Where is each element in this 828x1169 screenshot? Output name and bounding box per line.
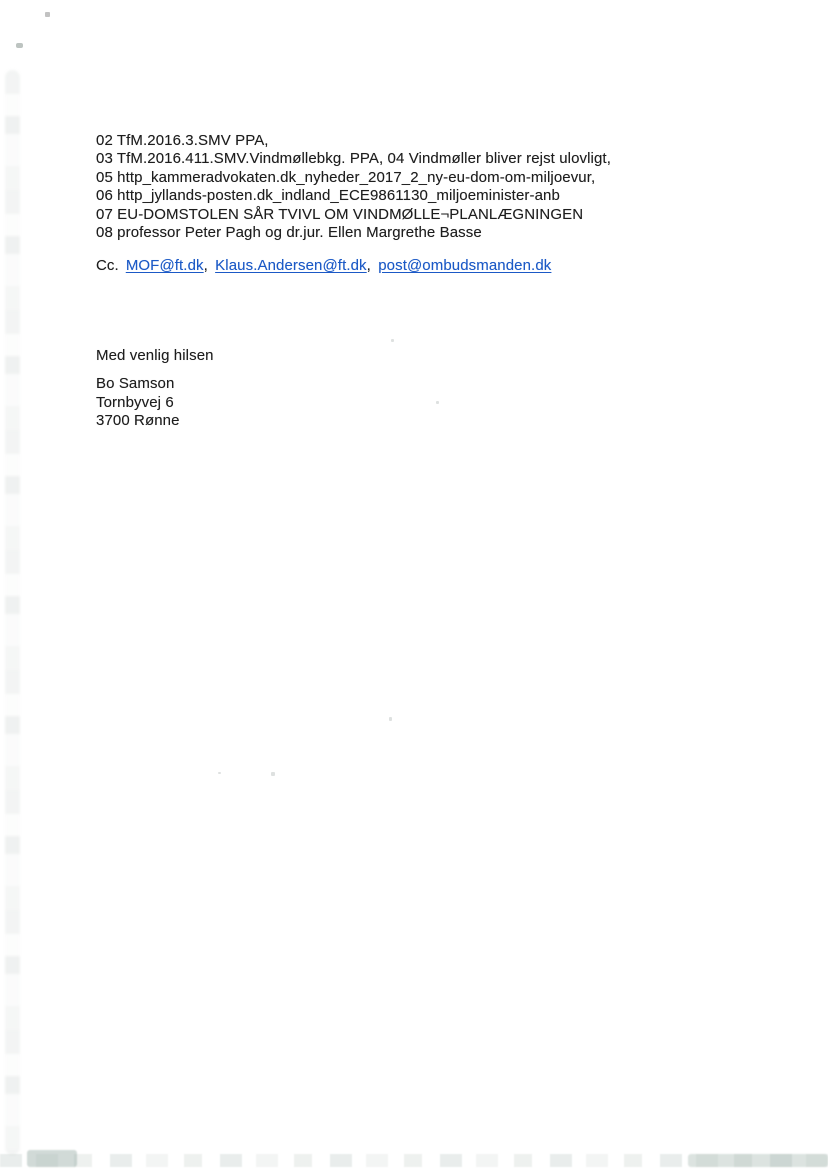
scan-speck: [16, 43, 23, 48]
scan-artifact-bottom-right-blob: [688, 1154, 828, 1167]
scan-speck: [218, 772, 221, 774]
attachment-line: 03 TfM.2016.411.SMV.Vindmøllebkg. PPA, 04 Vindmøller bliver rejst ulovligt,: [96, 150, 611, 168]
cc-line: [96, 256, 551, 275]
cc-link-klaus-andersen[interactable]: Klaus.Andersen@ft.dk: [215, 257, 367, 274]
sender-street: Tornbyvej 6: [96, 393, 174, 411]
attachment-line: 07 EU-DOMSTOLEN SÅR TVIVL OM VINDMØLLE¬PLANLÆGNINGEN: [96, 205, 584, 223]
scan-artifact-left-edge: [5, 70, 20, 1155]
scan-artifact-bottom-left-blob: [27, 1150, 77, 1167]
cc-separator: ,: [366, 257, 376, 274]
scan-speck: [271, 772, 275, 776]
scan-speck: [45, 12, 50, 17]
scan-speck: [389, 717, 392, 721]
cc-link-mof[interactable]: MOF@ft.dk: [125, 257, 204, 274]
attachment-line: 06 http_jyllands-posten.dk_indland_ECE9861130_miljoeminister-anb: [96, 187, 560, 205]
cc-separator: ,: [203, 257, 213, 274]
scan-speck: [391, 339, 394, 342]
attachment-line: 02 TfM.2016.3.SMV PPA,: [96, 132, 269, 149]
attachment-line: 08 professor Peter Pagh og dr.jur. Ellen Margrethe Basse: [96, 224, 482, 242]
signature-block: [96, 375, 180, 431]
attachment-list: [96, 132, 611, 242]
closing-salutation: Med venlig hilsen: [96, 347, 214, 364]
cc-link-ombudsmanden[interactable]: post@ombudsmanden.dk: [378, 257, 552, 274]
cc-label: Cc.: [96, 257, 119, 274]
attachment-line: 05 http_kammeradvokaten.dk_nyheder_2017_2_ny-eu-dom-om-miljoevur,: [96, 168, 596, 186]
sender-city: 3700 Rønne: [96, 412, 180, 430]
scan-speck: [436, 401, 439, 404]
sender-name: Bo Samson: [96, 375, 175, 392]
